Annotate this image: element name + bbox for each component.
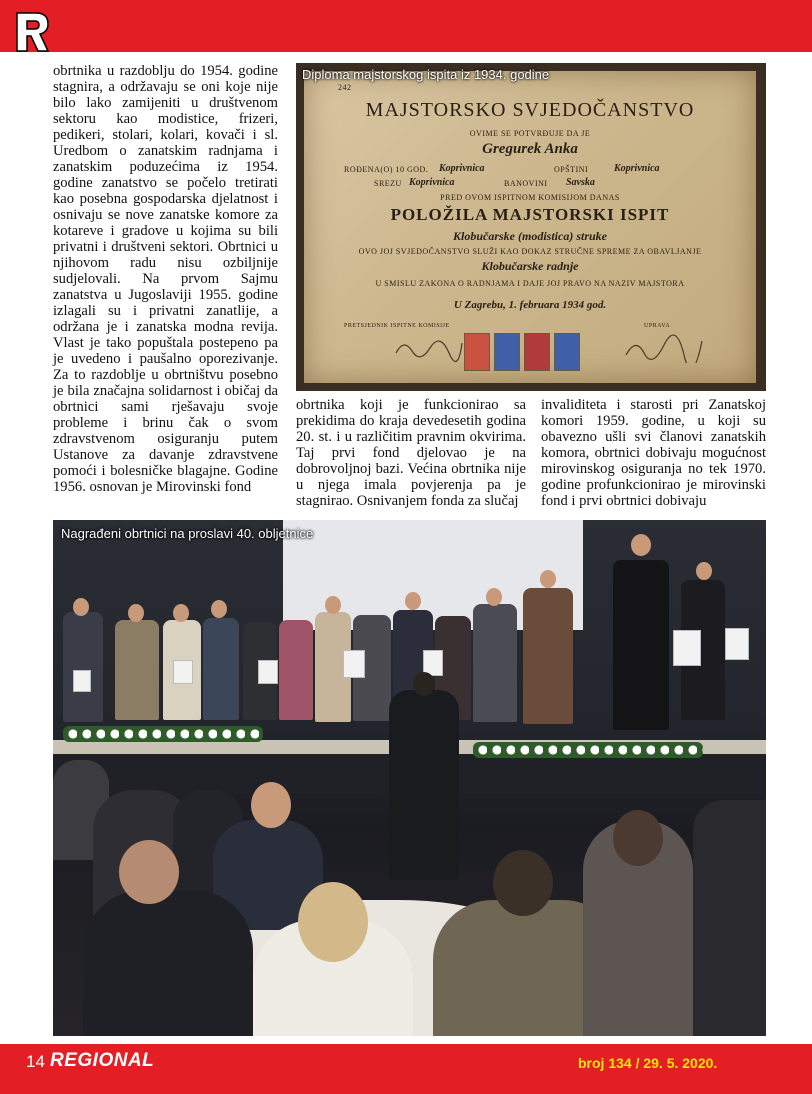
diploma-district: Koprivnica	[409, 177, 455, 188]
diploma-caption: Diploma majstorskog ispita iz 1934. godine	[302, 67, 550, 82]
guest	[83, 890, 253, 1036]
person-head	[405, 592, 421, 610]
diploma-passed: POLOŽILA MAJSTORSKI ISPIT	[390, 205, 670, 224]
diploma-sig-left: PRETSJEDNIK ISPITNE KOMISIJE	[344, 323, 450, 329]
person-head	[211, 600, 227, 618]
article-column-2: obrtnika koji je funkcionirao sa prekidima do kraja devedesetih godina 20. st. i u različitim pravnim okvirima. Taj prvi fond djelovao je na dobrovoljnoj bazi. Većina obrtnika nije u njega imala povjerenja pa je stagnirao. Osnivanjem fonda za slučaj	[296, 397, 526, 509]
diploma-banovina-label: BANOVINI	[504, 179, 548, 188]
diploma-trade2: Klobučarske radnje	[481, 259, 579, 273]
event-photo-caption: Nagrađeni obrtnici na proslavi 40. obljetnice	[61, 526, 314, 541]
person	[279, 620, 313, 720]
diploma-line-after: OVO JOJ SVJEDOČANSTVO SLUŽI KAO DOKAZ STRUČNE SPREME ZA OBAVLJANJE	[358, 247, 702, 256]
person	[613, 560, 669, 730]
page-number: 14	[26, 1052, 45, 1071]
flower-arrangement	[473, 742, 703, 758]
diploma-banovina: Savska	[566, 177, 595, 188]
person-head	[493, 850, 553, 916]
person	[115, 620, 159, 720]
person-head	[613, 810, 663, 866]
revenue-stamp	[464, 333, 490, 371]
person	[473, 604, 517, 722]
diploma-municipality: Koprivnica	[614, 163, 660, 174]
gift-bag	[343, 650, 365, 678]
person-head	[173, 604, 189, 622]
brand-logo: REGIONAL	[50, 1050, 155, 1071]
person-head	[73, 598, 89, 616]
person-head	[119, 840, 179, 904]
person	[523, 588, 573, 724]
person	[203, 618, 239, 720]
gift-bag	[258, 660, 278, 684]
gift-bag	[725, 628, 749, 660]
diploma-law-line: U SMISLU ZAKONA O RADNJAMA I DAJE JOJ PRAVO NA NAZIV MAJSTORA	[375, 279, 685, 288]
revenue-stamp	[494, 333, 520, 371]
revenue-stamp	[554, 333, 580, 371]
guest	[693, 800, 766, 1036]
diploma-name: Gregurek Anka	[482, 141, 578, 157]
person-head	[298, 882, 368, 962]
person-head	[540, 570, 556, 588]
diploma-line-before: PRED OVOM ISPITNOM KOMISIJOM DANAS	[440, 193, 620, 202]
gift-bag	[673, 630, 701, 666]
signature-scribble	[394, 333, 464, 363]
diploma-district-label: SREZU	[374, 179, 402, 188]
person-head	[128, 604, 144, 622]
person-head	[325, 596, 341, 614]
issue-info: broj 134 / 29. 5. 2020.	[578, 1055, 718, 1071]
diploma-title: MAJSTORSKO SVJEDOČANSTVO	[365, 99, 695, 121]
person-head	[413, 672, 435, 696]
photographer	[389, 690, 459, 880]
diploma-sig-right: UPRAVA	[644, 323, 671, 329]
article-column-3: invaliditeta i starosti pri Zanatskoj komori 1959. godine, u koji su obavezno ušli svi članovi zanatskih komora, obrtnici dobivaju mogućnost mirovinskog osiguranja no tek 1970. godine profunkcionirao je mirovinski fond i prvi obrtnici dobivaju	[541, 397, 766, 509]
gift-bag	[173, 660, 193, 684]
article-column-1: obrtnika u razdoblju do 1954. godine stagnira, a održavaju se oni koje nije bilo lako zamijeniti u društvenom sektoru kao modistice, frizeri, pedikeri, stolari, kolari, kovači i sl. Uredbom o zanatskim radnjama i zanatskim poduzećima iz 1954. godine zanatstvo se počelo tretirati kao posebna gospodarska djelatnost i osnivaju se nove zanatske komore za kotareve i gradove u kojima su bili privatni i društveni sektori. Obrtnici u njihovom radu nisu ozbiljnije sudjelovali. Na prvom Sajmu zanatstva u Jugoslaviji 1955. godine izlagali su i privatni zanatlije, a održana je i zanatska modna revija. Vlast je tako popuštala postepeno pa je uvedeno i paušalno oporezivanje. Za to razdoblje u obrtništvu posebno je bila značajna solidarnost i običaj da obrtnici sami rješavaju svoje probleme i brinu čak o svom zdravstvenom osiguranju putem Ustanove za davanje zdravstvene pomoći i bolesničke blagajne. Godine 1956. osnovan je Mirovinski fond	[53, 63, 278, 495]
regional-r-logo-icon	[14, 10, 50, 54]
person-head	[486, 588, 502, 606]
diploma-document	[304, 71, 756, 383]
diploma-born-place: Koprivnica	[439, 163, 485, 174]
diploma-trade: Klobučarske (modistica) struke	[452, 229, 607, 243]
diploma-number: 242	[338, 83, 352, 92]
top-red-bar	[0, 0, 812, 52]
revenue-stamp	[524, 333, 550, 371]
person-head	[631, 534, 651, 556]
diploma-born-label: ROĐENA(O) 10 GOD.	[344, 165, 429, 174]
flower-arrangement	[63, 726, 263, 742]
diploma-photo	[296, 63, 766, 391]
gift-bag	[73, 670, 91, 692]
awards-event-photo	[53, 520, 766, 1036]
person-head	[251, 782, 291, 828]
diploma-date: U Zagrebu, 1. februara 1934 god.	[453, 299, 607, 311]
diploma-municipality-label: OPŠTINI	[554, 165, 589, 174]
diploma-line1: OVIME SE POTVRĐUJE DA JE	[469, 129, 591, 138]
person-head	[696, 562, 712, 580]
person	[63, 612, 103, 722]
signature-scribble	[624, 333, 704, 363]
